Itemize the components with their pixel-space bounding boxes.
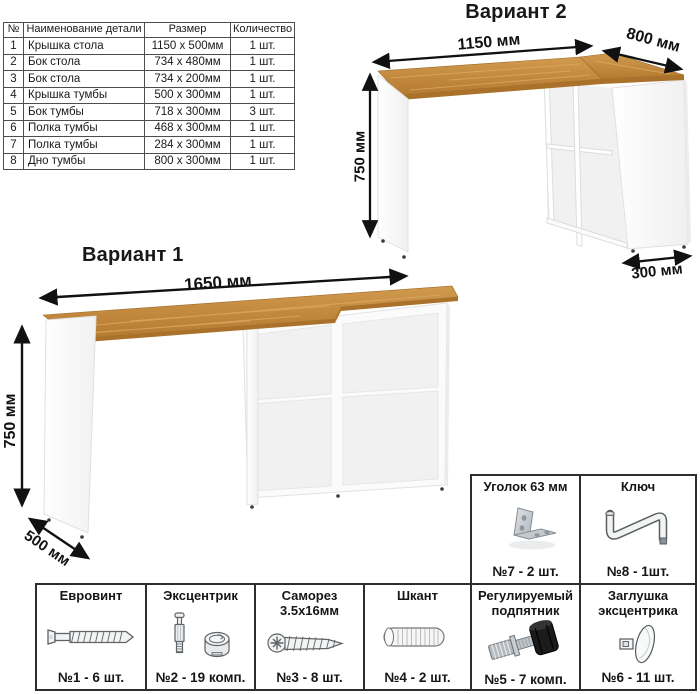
cell-qty: 1 шт. xyxy=(231,54,295,71)
col-header-number: № xyxy=(4,23,24,38)
corner-bracket-icon xyxy=(478,501,574,557)
table-row xyxy=(4,137,295,154)
cell-size: 284 x 300мм xyxy=(145,137,231,154)
cell-part: Дно тумбы xyxy=(24,153,145,170)
dimension-label-1150: 1150 мм xyxy=(456,31,521,54)
hardware-qty: №4 - 2 шт. xyxy=(384,670,451,685)
cell-qty: 1 шт. xyxy=(231,38,295,55)
hardware-name: Регулируемый подпятник xyxy=(478,588,573,618)
cell-number: 5 xyxy=(4,104,24,121)
cell-qty: 1 шт. xyxy=(231,153,295,170)
hardware-cell-self-tapping-screw xyxy=(254,583,365,691)
variant1-section xyxy=(0,240,480,585)
euro-screw-icon xyxy=(41,617,141,657)
table-header-row xyxy=(4,23,295,38)
hardware-qty: №6 - 11 шт. xyxy=(601,670,675,686)
variant1-left-panel xyxy=(44,316,96,539)
variant1-drawing xyxy=(0,240,480,585)
cell-part: Бок стола xyxy=(24,71,145,88)
cell-qty: 1 шт. xyxy=(231,87,295,104)
dimension-label-500: 500 мм xyxy=(20,527,74,570)
hardware-name: Шкант xyxy=(396,588,439,603)
dimension-label-800: 800 мм xyxy=(624,25,682,56)
cam-lock-icon xyxy=(153,610,249,664)
dimension-label-300: 300 мм xyxy=(630,260,684,283)
col-header-part: Наименование детали xyxy=(24,23,145,38)
hardware-cell-hex-key xyxy=(579,474,697,585)
hardware-name: Эксцентрик xyxy=(163,588,238,603)
cell-part: Полка тумбы xyxy=(24,120,145,137)
dimension-label-750-v2: 750 мм xyxy=(351,130,369,183)
table-row xyxy=(4,104,295,121)
hardware-name: Саморез 3.5x16мм xyxy=(280,588,339,618)
cell-number: 2 xyxy=(4,54,24,71)
cell-part: Бок тумбы xyxy=(24,104,145,121)
hardware-qty: №7 - 2 шт. xyxy=(492,564,559,579)
col-header-size: Размер xyxy=(145,23,231,38)
variant1-shelf-unit xyxy=(243,303,450,503)
cell-number: 3 xyxy=(4,71,24,88)
hardware-qty: №8 - 1шт. xyxy=(606,564,670,579)
table-row xyxy=(4,38,295,55)
cell-qty: 1 шт. xyxy=(231,137,295,154)
dimension-label-1650: 1650 мм xyxy=(183,270,253,295)
variant2-title: Вариант 2 xyxy=(465,1,567,23)
table-row xyxy=(4,153,295,170)
cell-size: 734 x 200мм xyxy=(145,71,231,88)
variant2-left-panel xyxy=(378,75,408,259)
cell-size: 718 x 300мм xyxy=(145,104,231,121)
hardware-name: Уголок 63 мм xyxy=(483,479,568,494)
hardware-qty: №2 - 19 комп. xyxy=(155,670,246,685)
hardware-name: Ключ xyxy=(620,479,656,494)
cell-size: 500 x 300мм xyxy=(145,87,231,104)
variant1-middle-panel xyxy=(247,326,258,509)
hardware-cell-corner-bracket xyxy=(470,474,581,585)
hardware-qty: №5 - 7 комп. xyxy=(484,672,567,688)
cell-number: 8 xyxy=(4,153,24,170)
hardware-qty: №1 - 6 шт. xyxy=(57,670,125,685)
cell-part: Бок стола xyxy=(24,54,145,71)
parts-table xyxy=(3,22,295,170)
self-tapping-screw-icon xyxy=(262,622,358,666)
cell-part: Крышка стола xyxy=(24,38,145,55)
cell-number: 4 xyxy=(4,87,24,104)
hardware-cell-adjustable-foot xyxy=(470,583,581,691)
cell-size: 1150 x 500мм xyxy=(145,38,231,55)
hardware-name: Заглушка эксцентрика xyxy=(598,588,678,618)
variant2-cabinet xyxy=(544,76,691,253)
col-header-qty: Количество xyxy=(231,23,295,38)
table-row xyxy=(4,54,295,71)
cell-number: 6 xyxy=(4,120,24,137)
dimension-label-750-v1: 750 мм xyxy=(2,393,19,449)
dowel-icon xyxy=(370,619,466,655)
variant1-title: Вариант 1 xyxy=(82,244,184,266)
hardware-cell-dowel xyxy=(363,583,472,691)
cell-size: 468 x 300мм xyxy=(145,120,231,137)
table-row xyxy=(4,120,295,137)
hardware-cell-euro-screw xyxy=(35,583,147,691)
hex-key-icon xyxy=(590,505,686,553)
cell-part: Полка тумбы xyxy=(24,137,145,154)
table-row xyxy=(4,71,295,88)
cell-qty: 3 шт. xyxy=(231,104,295,121)
cell-number: 1 xyxy=(4,38,24,55)
cam-cover-icon xyxy=(590,618,686,670)
adjustable-foot-icon xyxy=(478,618,574,672)
hardware-name: Евровинт xyxy=(59,588,123,603)
table-row xyxy=(4,87,295,104)
hardware-cell-cam-lock xyxy=(145,583,256,691)
cell-part: Крышка тумбы xyxy=(24,87,145,104)
cell-qty: 1 шт. xyxy=(231,71,295,88)
cell-size: 800 x 300мм xyxy=(145,153,231,170)
cell-number: 7 xyxy=(4,137,24,154)
cell-qty: 1 шт. xyxy=(231,120,295,137)
cell-size: 734 x 480мм xyxy=(145,54,231,71)
hardware-qty: №3 - 8 шт. xyxy=(276,670,343,685)
hardware-cell-cam-cover xyxy=(579,583,697,691)
